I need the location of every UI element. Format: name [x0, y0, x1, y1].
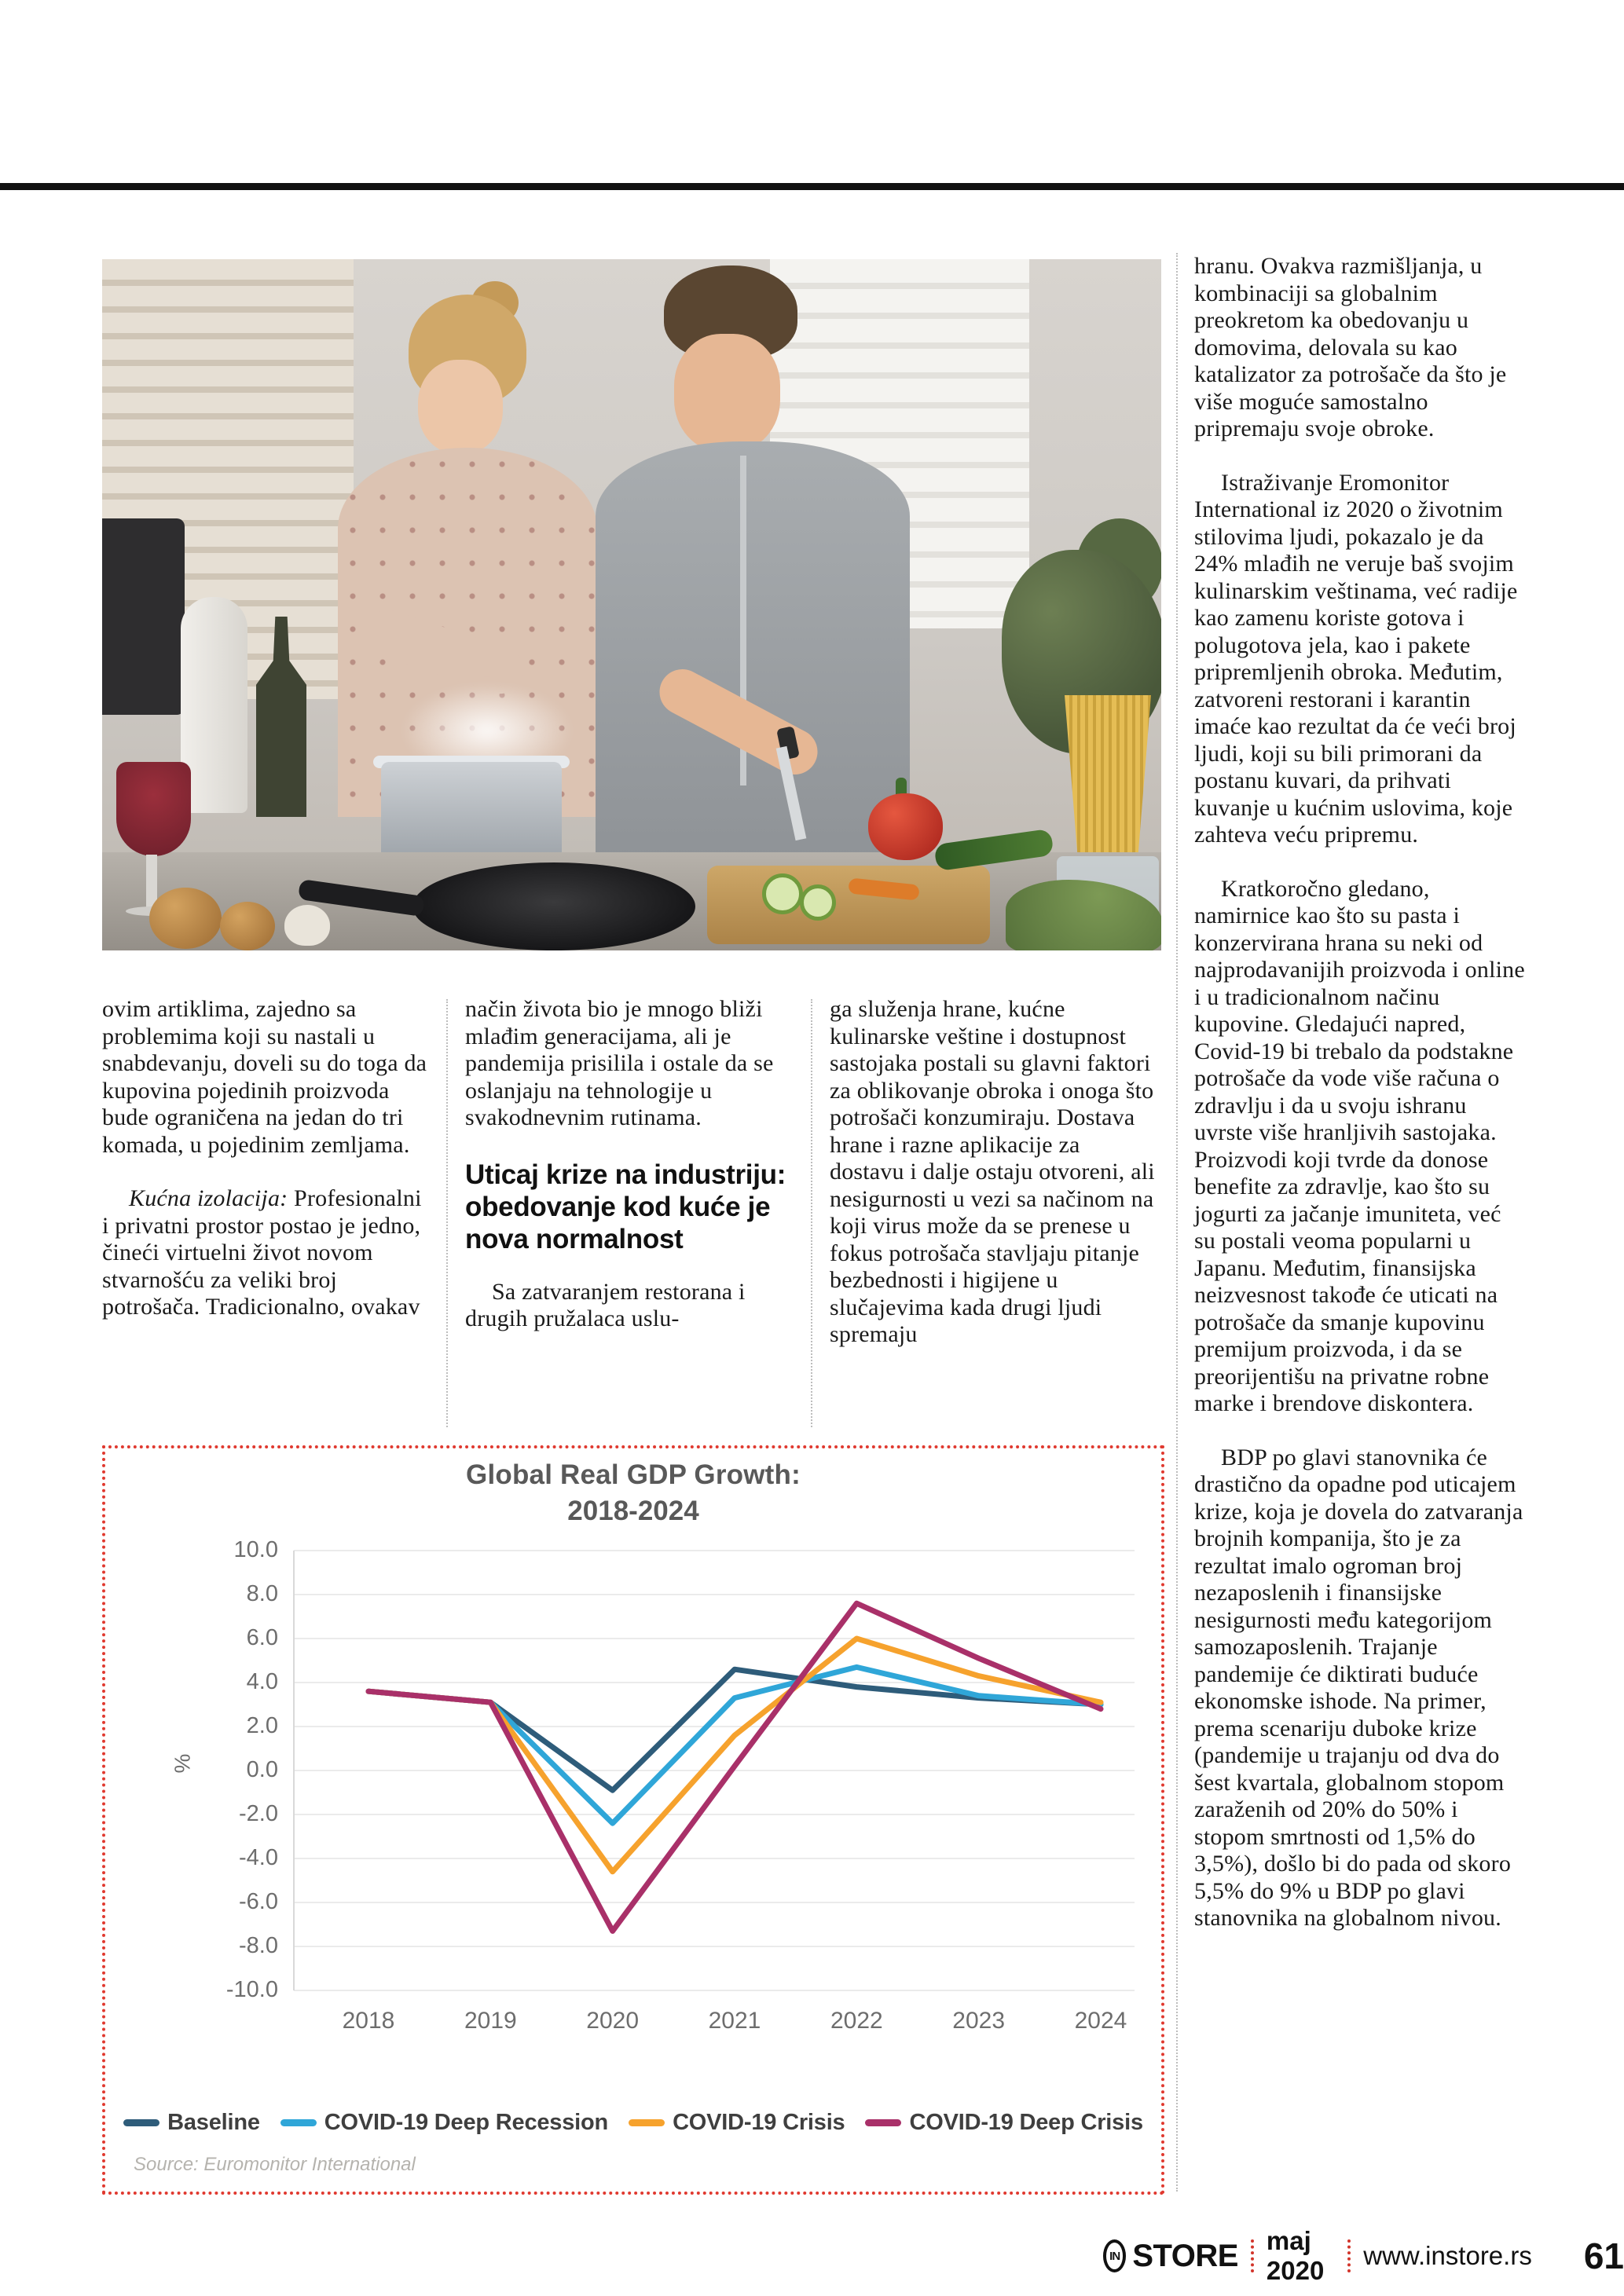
footer-date: maj 2020	[1266, 2226, 1325, 2285]
photo-cutting-board	[707, 866, 990, 944]
chart-title: Global Real GDP Growth:	[466, 1459, 801, 1490]
logo-store-text: STORE	[1132, 2238, 1238, 2273]
y-tick-label: -10.0	[225, 1977, 278, 2002]
chart-subtitle: 2018-2024	[567, 1496, 699, 1526]
legend-swatch-icon	[865, 2119, 901, 2126]
series-line-covid-19-deep-crisis	[368, 1603, 1101, 1931]
y-tick-label: 4.0	[246, 1669, 278, 1694]
paragraph: hranu. Ovakva razmišljanja, u kombinaciji sa globalnim preokretom ka obedovanju u domovima, delovala su kao katalizator za potrošače da što je više moguće samostalno pripremaju svoje obroke.	[1194, 253, 1507, 441]
paragraph	[102, 1185, 431, 1321]
photo-wine-glass	[116, 762, 191, 856]
x-tick-label: 2022	[830, 2008, 883, 2034]
page-number: 61	[1583, 2236, 1624, 2276]
photo-red-pepper	[868, 793, 943, 860]
paragraph: Kratkoročno gledano, namirnice kao što su pasta i konzervirana hrana su neki od najprodavanijih proizvoda i online i u tradicionalnom načinu kupovine. Gledajući napred, Covid-19 bi trebalo da podstakne potrošače da vode više računa o zdravlju i da u svoju ishranu uvrste više hranljivih sastojaka. Proizvodi koji tvrde da donose benefite za zdravlje, kao što su jogurti za jačanje imuniteta, već su postali veoma popularni u Japanu. Međutim, finansijska neizvesnost takođe će uticati na potrošače da smanje kupovinu premijum proizvoda, i da se preorijentišu na privatne robne marke i brendove diskontera.	[1194, 875, 1525, 1416]
legend-item	[123, 2110, 260, 2136]
x-tick-label: 2021	[708, 2008, 761, 2034]
body-column-2	[465, 996, 794, 1360]
body-column-right	[1194, 253, 1527, 1959]
photo-woman-face	[418, 360, 503, 454]
y-tick-label: 10.0	[233, 1537, 278, 1562]
series-line-covid-19-crisis	[368, 1639, 1101, 1872]
x-tick-label: 2018	[342, 2008, 395, 2034]
photo-man-face	[674, 334, 780, 452]
photo-man-shirt	[596, 441, 910, 858]
logo-in-text: IN	[1109, 2249, 1120, 2263]
series-line-covid-19-deep-recession	[368, 1667, 1101, 1823]
legend-item	[865, 2110, 1142, 2136]
footer	[1103, 2226, 1624, 2286]
footer-divider	[1251, 2239, 1254, 2272]
legend-swatch-icon	[629, 2119, 665, 2126]
legend-item	[629, 2110, 845, 2136]
y-tick-label: -6.0	[239, 1889, 278, 1914]
legend-item	[280, 2110, 608, 2136]
column-divider	[1176, 253, 1178, 2192]
y-tick-label: 8.0	[246, 1581, 278, 1606]
chart-legend	[105, 2110, 1161, 2136]
legend-label: Baseline	[167, 2110, 260, 2135]
column-divider	[446, 999, 448, 1427]
y-tick-label: 2.0	[246, 1713, 278, 1738]
y-tick-label: -8.0	[239, 1933, 278, 1958]
y-tick-label: 0.0	[246, 1757, 278, 1782]
instore-logo-icon	[1103, 2239, 1126, 2272]
x-tick-label: 2019	[464, 2008, 517, 2034]
paragraph: Istraživanje Eromonitor International iz 2020 o životnim stilovima ljudi, pokazalo je da 24% mlađih ne veruje baš svojim kulinarskim veštinama, već radije kao zamenu koriste gotova i polugotova jela, kao i pakete pripremljenih obroka. Međutim, zatvoreni restorani i karantin imaće kao rezultat da će veći broj ljudi, koji su bili primorani da postanu kuvari, da prihvati kuvanje u kućnim uslovima, koje zahteva veću pripremu.	[1194, 469, 1518, 848]
paragraph: ga služenja hrane, kućne kulinarske veštine i dostupnost sastojaka postali su glavni faktori za oblikovanje obroka i onoga što potrošači konzumiraju. Dostava hrane i razne aplikacije za dostavu i dalje ostaju otvoreni, ali nesigurnosti u vezi sa načinom na koji virus može da se prenese u fokus potrošača stavljaju pitanje bezbednosti i higijene u slučajevima kada drugi ljudi spremaju	[830, 996, 1155, 1347]
y-tick-label: -2.0	[239, 1801, 278, 1826]
legend-swatch-icon	[280, 2119, 317, 2126]
legend-label: COVID-19 Deep Crisis	[909, 2110, 1143, 2135]
section-heading: Uticaj krize na industriju: obedovanje kod kuće je nova normalnost	[465, 1159, 786, 1254]
column-divider	[811, 999, 812, 1427]
y-tick-label: -4.0	[239, 1845, 278, 1870]
paragraph: BDP po glavi stanovnika će drastično da opadne pod uticajem krize, koja je dovela do zatvaranja brojnih kompanija, što je za rezultat imalo ogroman broj nezaposlenih i finansijske nesigurnosti među kategorijom samozaposlenih. Trajanje pandemije će diktirati buduće ekonomske ishode. Na primer, prema scenariju duboke krize (pandemije u trajanju od dva do šest kvartala, globalnom stopom zaraženih od 20% do 50% i stopom smrtnosti od 1,5% do 3,5%), došlo bi do pada od skoro 5,5% do 9% u BDP po glavi stanovnika na globalnom nivou.	[1194, 1444, 1523, 1931]
paragraph-text: Profesionalni i privatni prostor postao je jedno, čineći virtuelni život novom stvarnošću za veliki broj potrošača. Tradicionalno, ovakav	[102, 1185, 422, 1320]
x-tick-label: 2023	[952, 2008, 1006, 2034]
photo-frying-pan	[412, 862, 695, 950]
footer-divider	[1347, 2239, 1351, 2272]
y-tick-label: 6.0	[246, 1625, 278, 1650]
photo-garlic	[284, 905, 330, 946]
footer-website[interactable]: www.instore.rs	[1363, 2241, 1532, 2270]
photo-onion	[220, 902, 275, 950]
paragraph: način života bio je mnogo bliži mlađim generacijama, ali je pandemija prisilila i ostale da se oslanjaju na tehnologije u svakodnevnim rutinama.	[465, 996, 774, 1130]
top-rule	[0, 183, 1624, 190]
legend-label: COVID-19 Crisis	[673, 2110, 845, 2135]
legend-swatch-icon	[123, 2119, 159, 2126]
gdp-growth-chart	[102, 1445, 1164, 2195]
legend-label: COVID-19 Deep Recession	[324, 2110, 609, 2135]
x-tick-label: 2024	[1074, 2008, 1127, 2034]
photo-zucchini-slice	[762, 873, 803, 914]
body-column-1	[102, 996, 431, 1348]
x-tick-label: 2020	[586, 2008, 640, 2034]
chart-source: Source: Euromonitor International	[134, 2154, 416, 2175]
paragraph: ovim artiklima, zajedno sa problemima koji su nastali u snabdevanju, doveli su do toga da kupovina pojedinih proizvoda bude ograničena na jedan do tri komada, u pojedinim zemljama.	[102, 996, 427, 1158]
photo-zucchini-slice	[800, 884, 836, 921]
series-line-baseline	[368, 1669, 1101, 1790]
italic-lead: Kućna izolacija:	[129, 1185, 288, 1211]
photo-onion	[149, 888, 222, 949]
article-photo	[102, 259, 1161, 950]
y-axis-label: %	[170, 1753, 195, 1774]
photo-coffee-machine	[102, 518, 185, 715]
paragraph: Sa zatvaranjem restorana i drugih pružalaca uslu-	[465, 1278, 746, 1331]
body-column-3	[830, 996, 1158, 1375]
